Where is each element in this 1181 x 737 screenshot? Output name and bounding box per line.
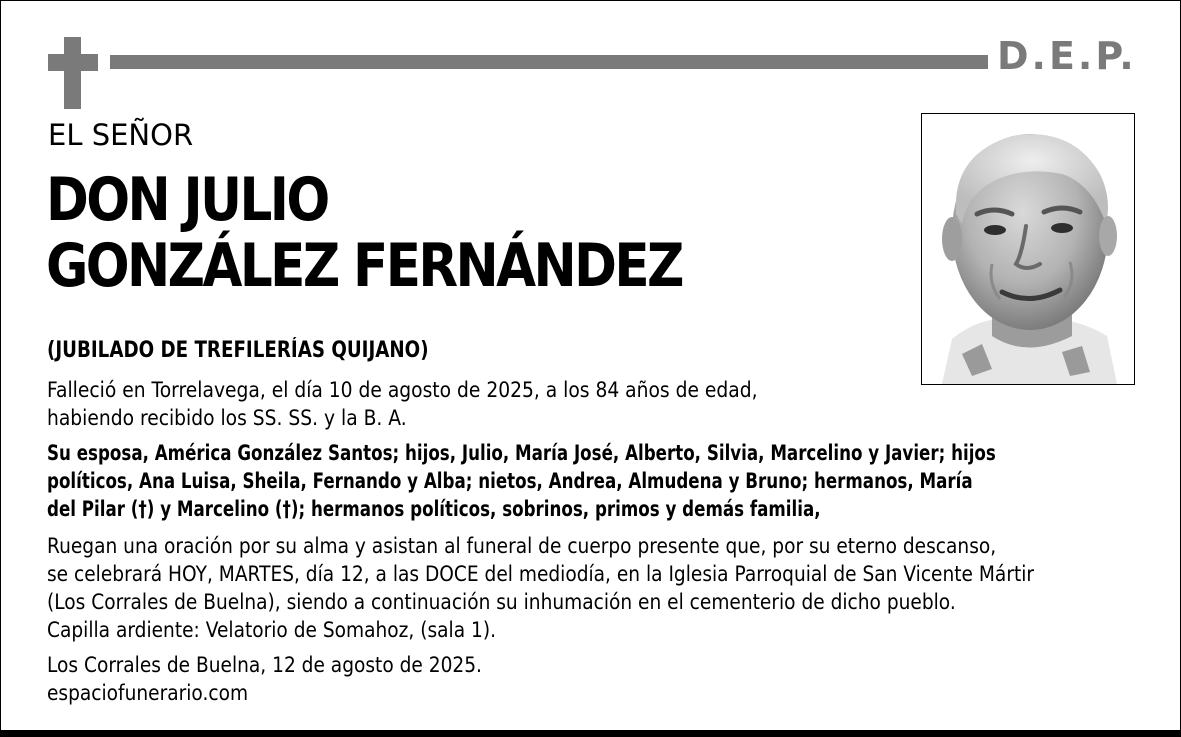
family-line: Su esposa, América González Santos; hijos, Julio, María José, Alberto, Silvia, Marcelino y Javier; hijos <box>47 441 996 465</box>
header-rule <box>110 55 988 69</box>
family-line: políticos, Ana Luisa, Sheila, Fernando y Alba; nietos, Andrea, Almudena y Bruno; hermanos, María <box>47 469 973 493</box>
website: espaciofunerario.com <box>47 681 249 705</box>
portrait-image <box>922 114 1134 384</box>
name-line-1: DON JULIO <box>46 165 328 235</box>
name-line-2: GONZÁLEZ FERNÁNDEZ <box>46 231 682 301</box>
family-list <box>47 439 996 523</box>
deceased-name <box>46 167 682 299</box>
portrait-photo <box>921 113 1135 385</box>
place-date: Los Corrales de Buelna, 12 de agosto de 2025. <box>47 653 482 677</box>
death-notice <box>47 376 758 432</box>
funeral-line: se celebrará HOY, MARTES, día 12, a las DOCE del mediodía, en la Iglesia Parroquial de San Vicente Mártir <box>47 562 1035 586</box>
funeral-line: Ruegan una oración por su alma y asistan al funeral de cuerpo presente que, por su eterno descanso, <box>47 534 997 558</box>
cross-vertical-bar <box>64 37 81 109</box>
title-prefix: EL SEÑOR <box>48 118 194 152</box>
funeral-line: Capilla ardiente: Velatorio de Somahoz, (sala 1). <box>47 618 496 642</box>
funeral-details <box>47 532 1034 644</box>
family-line: del Pilar (†) y Marcelino (†); hermanos políticos, sobrinos, primos y demás familia, <box>47 497 821 521</box>
death-notice-line: Falleció en Torrelavega, el día 10 de agosto de 2025, a los 84 años de edad, <box>47 378 758 402</box>
occupation: (JUBILADO DE TREFILERÍAS QUIJANO) <box>47 338 429 363</box>
cross-horizontal-bar <box>48 54 98 71</box>
footer <box>47 651 482 707</box>
funeral-line: (Los Corrales de Buelna), siendo a continuación su inhumación en el cementerio de dicho pueblo. <box>47 590 956 614</box>
dep-label: D.E.P. <box>997 34 1137 78</box>
death-notice-line: habiendo recibido los SS. SS. y la B. A. <box>47 406 407 430</box>
